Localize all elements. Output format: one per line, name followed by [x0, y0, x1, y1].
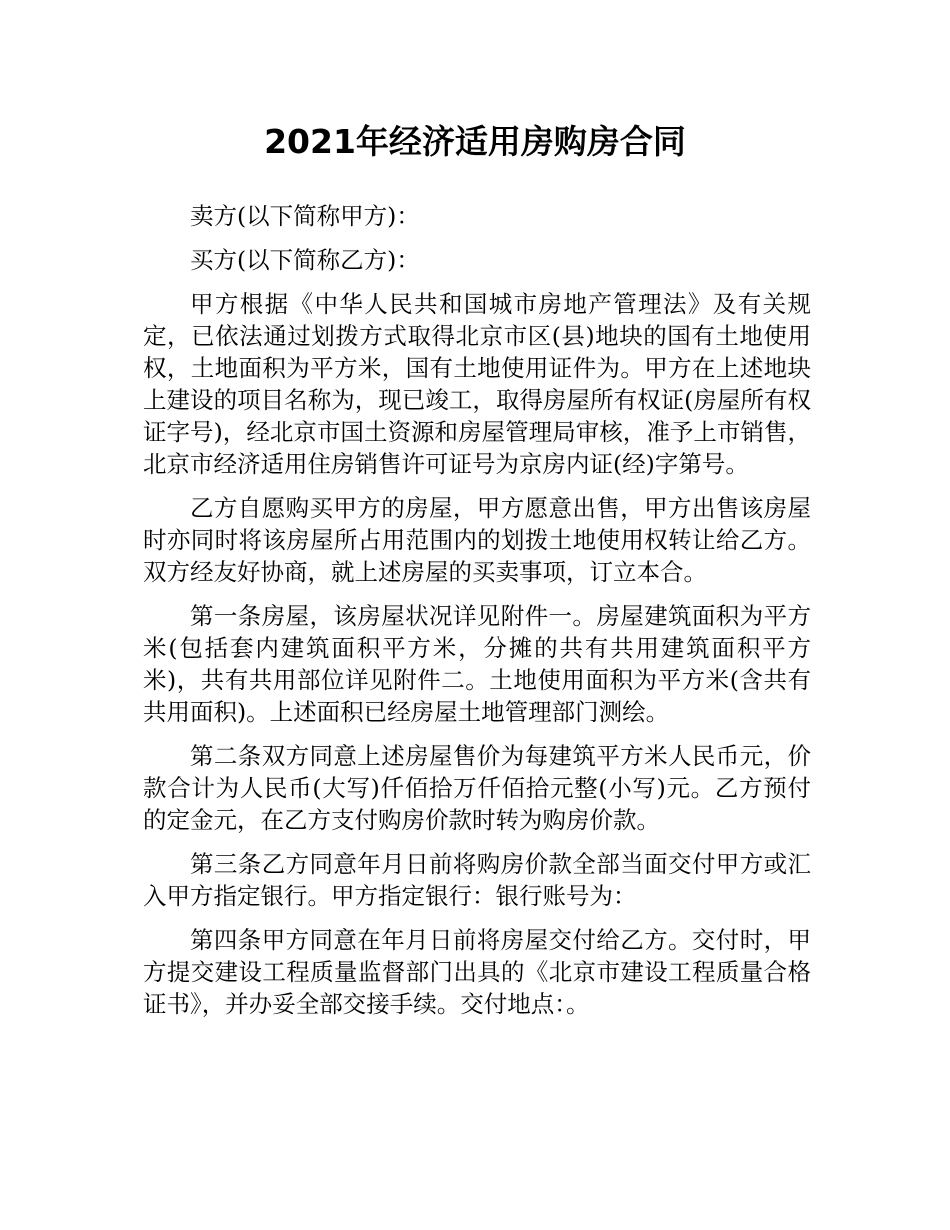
preamble-paragraph: 甲方根据《中华人民共和国城市房地产管理法》及有关规定，已依法通过划拨方式取得北京市区(县)地块的国有土地使用权，土地面积为平方米，国有土地使用证件为。甲方在上述地块上建设的项目名称为，现已竣工，取得房屋所有权证(房屋所有权证字号)，经北京市国土资源和房屋管理局审核，准予上市销售，北京市经济适用住房销售许可证号为京房内证(经)字第号。	[143, 290, 811, 478]
seller-line: 卖方(以下简称甲方)：	[190, 202, 420, 230]
document-title: 2021年经济适用房购房合同	[264, 122, 686, 161]
agreement-paragraph: 乙方自愿购买甲方的房屋，甲方愿意出售，甲方出售该房屋时亦同时将该房屋所占用范围内的划拨土地使用权转让给乙方。双方经友好协商，就上述房屋的买卖事项，订立本合。	[143, 494, 811, 586]
article-3-paragraph: 第三条乙方同意年月日前将购房价款全部当面交付甲方或汇入甲方指定银行。甲方指定银行：银行账号为：	[143, 850, 811, 910]
article-1-paragraph: 第一条房屋，该房屋状况详见附件一。房屋建筑面积为平方米(包括套内建筑面积平方米，分摊的共有共用建筑面积平方米)，共有共用部位详见附件二。土地使用面积为平方米(含共有共用面积)。上述面积已经房屋土地管理部门测绘。	[143, 602, 811, 726]
buyer-line: 买方(以下简称乙方)：	[190, 246, 420, 274]
article-2-paragraph: 第二条双方同意上述房屋售价为每建筑平方米人民币元，价款合计为人民币(大写)仟佰拾万仟佰拾元整(小写)元。乙方预付的定金元，在乙方支付购房价款时转为购房价款。	[143, 742, 811, 834]
document-body	[143, 200, 811, 1032]
article-4-paragraph: 第四条甲方同意在年月日前将房屋交付给乙方。交付时，甲方提交建设工程质量监督部门出具的《北京市建设工程质量合格证书》，并办妥全部交接手续。交付地点：。	[143, 926, 811, 1018]
